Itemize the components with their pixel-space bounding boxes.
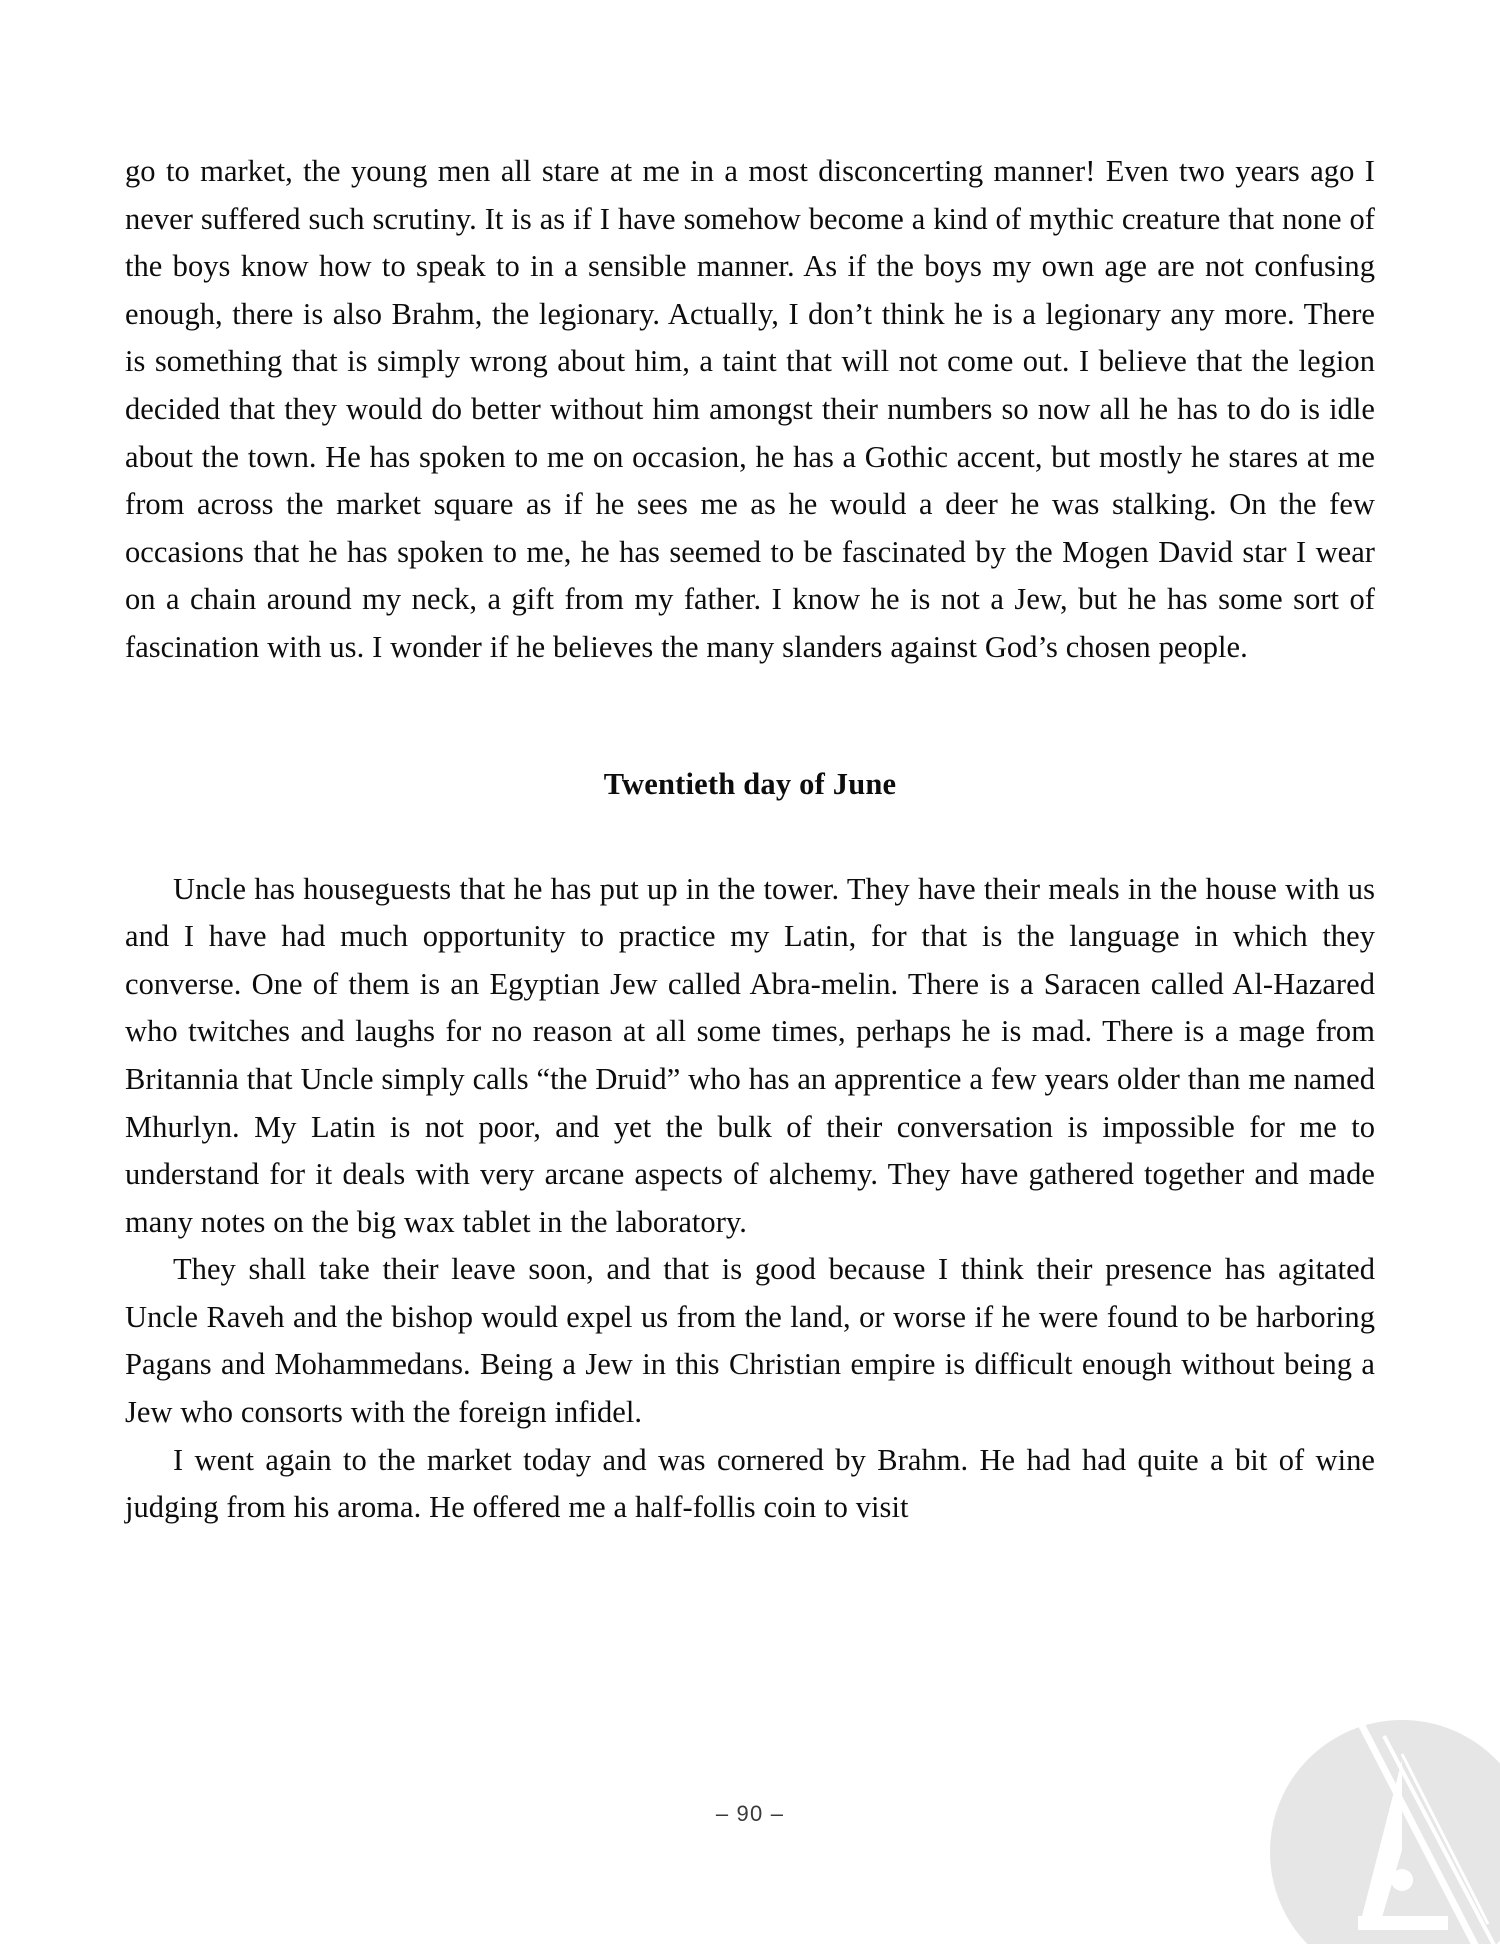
watermark-letter-a-left xyxy=(1360,1760,1402,1924)
watermark-circle xyxy=(1270,1720,1500,1944)
paragraph-continued: go to market, the young men all stare at me in a most disconcerting manner! Even two years ago I never suffered such scrutiny. It is as if I have somehow become a kind of mythic creature that none of the boys know how to speak to in a sensible manner. As if the boys my own age are not confusing enough, there is also Brahm, the legionary. Actually, I don’t think he is a legionary any more. There is something that is simply wrong about him, a taint that will not come out. I believe that the legion decided that they would do better without him amongst their numbers so now all he has to do is idle about the town. He has spoken to me on occasion, he has a Gothic accent, but mostly he stares at me from across the market square as if he sees me as he would a deer he was stalking. On the few occasions that he has spoken to me, he has seemed to be fascinated by the Mogen David star I wear on a chain around my neck, a gift from my father. I know he is not a Jew, but he has some sort of fascination with us. I wonder if he believes the many slanders against God’s chosen people. xyxy=(125,154,1375,664)
paragraph-houseguests: Uncle has houseguests that he has put up in the tower. They have their meals in the house with us and I have had much opportunity to practice my Latin, for that is the language in which they converse. One of them is an Egyptian Jew called Abra-melin. There is a Saracen called Al-Hazared who twitches and laughs for no reason at all some times, perhaps he is mad. There is a mage from Britannia that Uncle simply calls “the Druid” who has an apprentice a few years older than me named Mhurlyn. My Latin is not poor, and yet the bulk of their conversation is impossible for me to understand for it deals with very arcane aspects of alchemy. They have gathered together and made many notes on the big wax tablet in the laboratory. xyxy=(125,871,1375,1239)
watermark-letter-a-bar xyxy=(1358,1916,1448,1930)
page-number-folio: – 90 – xyxy=(715,1801,785,1826)
page-text-block xyxy=(125,148,1375,1532)
paragraph-departure: They shall take their leave soon, and that is good because I think their presence has agitated Uncle Raveh and the bishop would expel us from the land, or worse if he were found to be harboring Pagans and Mohammedans. Being a Jew in this Christian empire is difficult enough without being a Jew who consorts with the foreign infidel. xyxy=(125,1252,1375,1430)
section-spacer xyxy=(125,672,1375,764)
watermark-slashes xyxy=(1360,1722,1500,1944)
paragraph-market-brahm: I went again to the market today and was cornered by Brahm. He had had quite a bit of wine judging from his aroma. He offered me a half-follis coin to visit xyxy=(125,1442,1375,1525)
watermark-dot xyxy=(1391,1869,1413,1891)
section-heading-date: Twentieth day of June xyxy=(603,766,897,801)
heading-spacer xyxy=(125,804,1375,866)
